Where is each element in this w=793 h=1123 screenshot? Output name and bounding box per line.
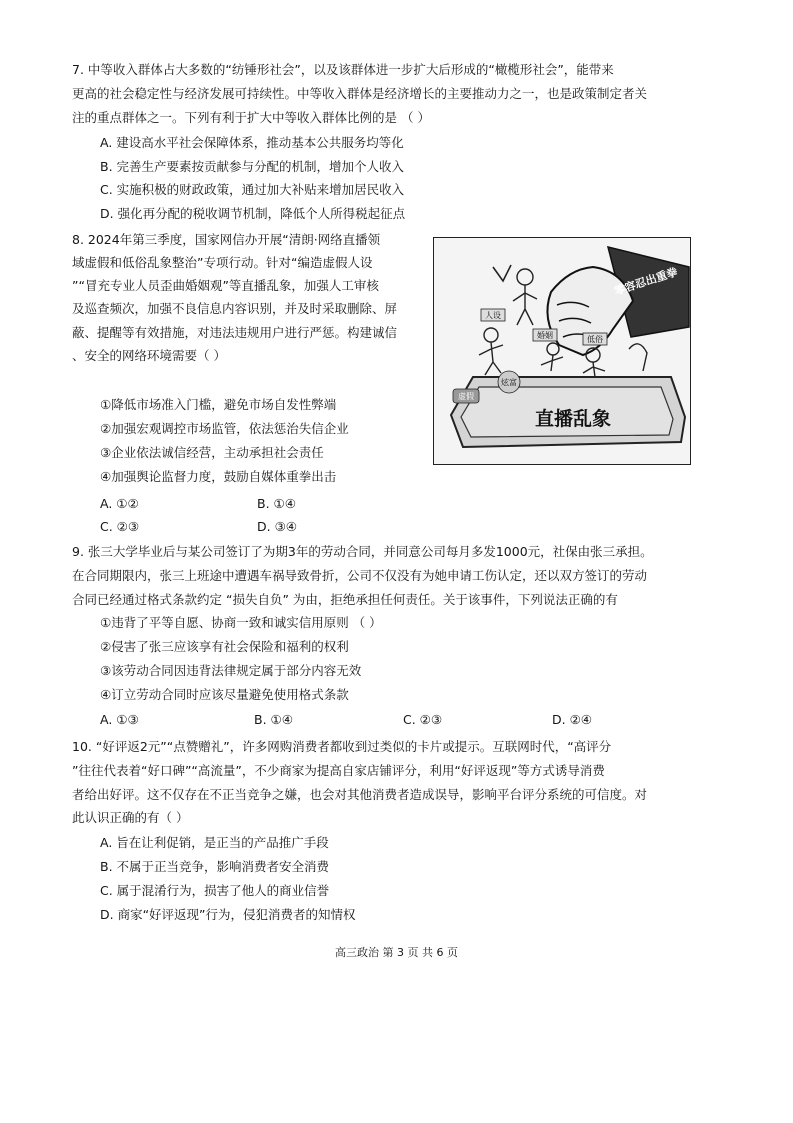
fist-text: 零容忍出重拳 [612, 265, 680, 299]
q8-stem-line: 、安全的网络环境需要（ ） [72, 348, 226, 363]
q7-stem-line: 7. 中等收入群体占大多数的“纺锤形社会”，以及该群体进一步扩大后形成的“橄榄形社会”，能带来 [72, 62, 614, 77]
q10-stem-line: ”往往代表着“好口碑”“高流量”，不少商家为提高自家店铺评分，利用“好评返现”等方式诱导消费 [72, 763, 605, 778]
q9-stem-line: 9. 张三大学毕业后与某公司签订了为期3年的劳动合同，并同意公司每月多发1000元，社保由张三承担。 [72, 544, 653, 559]
q8-option-d: D. ③④ [257, 519, 297, 534]
q7-option-c: C. 实施积极的财政政策，通过加大补贴来增加居民收入 [100, 182, 405, 197]
q7-option-a: A. 建设高水平社会保障体系，推动基本公共服务均等化 [100, 135, 404, 150]
q10-stem-line: 此认识正确的有（ ） [72, 810, 189, 825]
q8-statement-2: ②加强宏观调控市场监管，依法惩治失信企业 [100, 421, 349, 436]
q8-stem-line: 8. 2024年第三季度，国家网信办开展“清朗·网络直播领 [72, 232, 381, 247]
q9-option-b: B. ①④ [254, 712, 293, 727]
q7-stem-line: 更高的社会稳定性与经济发展可持续性。中等收入群体是经济增长的主要推动力之一，也是政策制定者关 [72, 86, 648, 101]
q9-option-c: C. ②③ [403, 712, 443, 727]
q9-option-a: A. ①③ [100, 712, 139, 727]
q8-stem-line: 蔽、提醒等有效措施，对违法违规用户进行严惩。构建诚信 [72, 325, 398, 340]
q9-statement-3: ③该劳动合同因违背法律规定属于部分内容无效 [100, 663, 362, 678]
q9-statement-2: ②侵害了张三应该享有社会保险和福利的权利 [100, 639, 349, 654]
q10-stem-line: 者给出好评。这不仅存在不正当竞争之嫌，也会对其他消费者造成误导，影响平台评分系统的可信度。对 [72, 787, 648, 802]
label-bubble: 虚假 [458, 392, 474, 401]
label-bubble: 低俗 [587, 335, 603, 344]
phone-text: 直播乱象 [534, 408, 612, 430]
q8-statement-4: ④加强舆论监督力度，鼓励自媒体重拳出击 [100, 469, 337, 484]
page-footer: 高三政治 第 3 页 共 6 页 [335, 946, 458, 959]
q9-stem-line: 在合同期限内，张三上班途中遭遇车祸导致骨折，公司不仅没有为她申请工伤认定，还以双方签订的劳动 [72, 568, 648, 583]
q10-option-c: C. 属于混淆行为，损害了他人的商业信誉 [100, 883, 330, 898]
q8-stem-line: 及巡查频次，加强不良信息内容识别，并及时采取删除、屏 [72, 301, 398, 316]
q8-option-c: C. ②③ [100, 519, 140, 534]
q8-cartoon-illustration [433, 237, 691, 465]
q10-stem-line: 10. “好评返2元”“点赞赠礼”，许多网购消费者都收到过类似的卡片或提示。互联网时代，“高评分 [72, 739, 612, 754]
q7-option-b: B. 完善生产要素按贡献参与分配的机制，增加个人收入 [100, 159, 405, 174]
q9-option-d: D. ②④ [552, 712, 592, 727]
q8-statement-3: ③企业依法诚信经营，主动承担社会责任 [100, 445, 324, 460]
label-bubble: 人设 [485, 311, 501, 320]
q7-option-d: D. 强化再分配的税收调节机制，降低个人所得税起征点 [100, 206, 406, 221]
q8-option-a: A. ①② [100, 496, 139, 511]
q8-option-b: B. ①④ [257, 496, 296, 511]
q10-option-b: B. 不属于正当竞争，影响消费者安全消费 [100, 859, 330, 874]
q8-stem-line: 域虚假和低俗乱象整治”专项行动。针对“编造虚假人设 [72, 255, 373, 270]
q9-stem-line: 合同已经通过格式条款约定 “损失自负” 为由，拒绝承担任何责任。关于该事件，下列说法正确的有 [72, 592, 618, 607]
q10-option-a: A. 旨在让利促销，是正当的产品推广手段 [100, 835, 329, 850]
q10-option-d: D. 商家“好评返现”行为，侵犯消费者的知情权 [100, 907, 356, 922]
label-bubble: 婚姻 [537, 331, 553, 340]
q9-statement-4: ④订立劳动合同时应该尽量避免使用格式条款 [100, 687, 349, 702]
q8-stem-line: ”“冒充专业人员歪曲婚姻观”等直播乱象，加强人工审核 [72, 278, 379, 293]
q9-statement-1: ①违背了平等自愿、协商一致和诚实信用原则 （ ） [100, 615, 382, 630]
label-bubble: 炫富 [501, 378, 517, 387]
q8-statement-1: ①降低市场准入门槛，避免市场自发性弊端 [100, 397, 337, 412]
q7-stem-line: 注的重点群体之一。下列有利于扩大中等收入群体比例的是 （ ） [72, 110, 430, 125]
